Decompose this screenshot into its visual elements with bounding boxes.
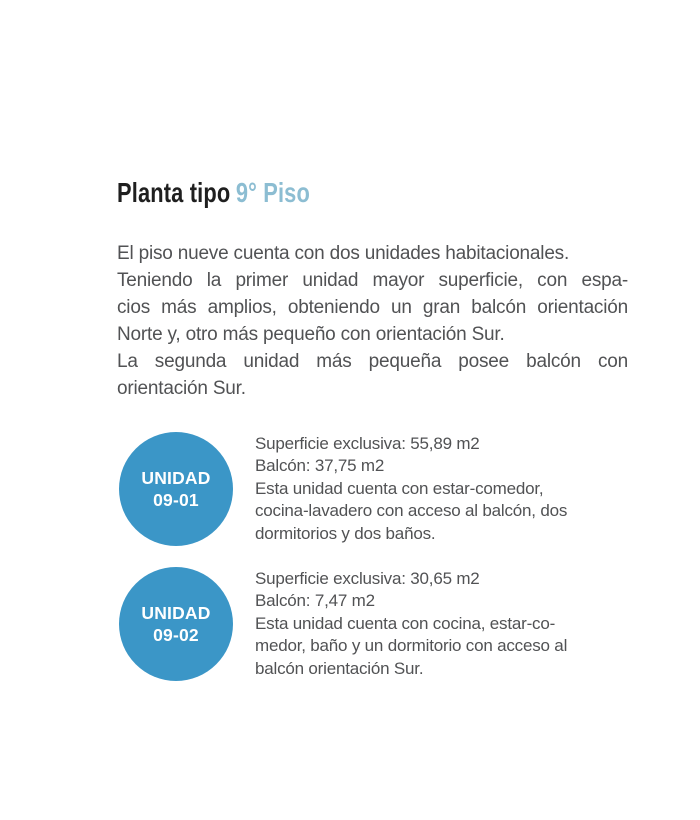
unit-detail-line: balcón orientación Sur. xyxy=(255,658,424,678)
unit-detail-line: Balcón: 7,47 m2 xyxy=(255,591,375,611)
intro-line: El piso nueve cuenta con dos unidades habitacionales. xyxy=(117,243,570,264)
intro-line: Norte y, otro más pequeño con orientación Sur. xyxy=(117,324,505,345)
unit-2-badge-label: UNIDAD xyxy=(141,603,211,623)
unit-2-details xyxy=(255,568,567,680)
intro-line: La segunda unidad más pequeña posee balcón con xyxy=(117,351,628,372)
unit-2-badge xyxy=(119,567,233,681)
page-title xyxy=(117,177,310,209)
intro-line: Teniendo la primer unidad mayor superficie, con espa- xyxy=(117,270,628,291)
intro-line: orientación Sur. xyxy=(117,378,246,399)
unit-detail-line: Superficie exclusiva: 55,89 m2 xyxy=(255,434,480,453)
unit-2-badge-number: 09-02 xyxy=(153,625,199,645)
unit-1-badge-label: UNIDAD xyxy=(141,468,211,488)
unit-detail-line: medor, baño y un dormitorio con acceso al xyxy=(255,636,568,656)
unit-detail-line: Esta unidad cuenta con cocina, estar-co- xyxy=(255,613,556,633)
intro-line: cios más amplios, obteniendo un gran balcón orientación xyxy=(117,297,628,318)
unit-detail-line: dormitorios y dos baños. xyxy=(255,523,436,543)
intro-paragraph xyxy=(117,240,628,402)
unit-1-details xyxy=(255,433,567,545)
page-title-accent: 9° Piso xyxy=(235,177,310,208)
unit-detail-line: Balcón: 37,75 m2 xyxy=(255,456,385,476)
unit-detail-line: Esta unidad cuenta con estar-comedor, xyxy=(255,478,544,498)
unit-1-badge xyxy=(119,432,233,546)
unit-detail-line: Superficie exclusiva: 30,65 m2 xyxy=(255,569,480,588)
unit-detail-line: cocina-lavadero con acceso al balcón, dos xyxy=(255,501,568,521)
unit-1-badge-number: 09-01 xyxy=(153,490,199,510)
page-title-main: Planta tipo xyxy=(117,177,231,208)
